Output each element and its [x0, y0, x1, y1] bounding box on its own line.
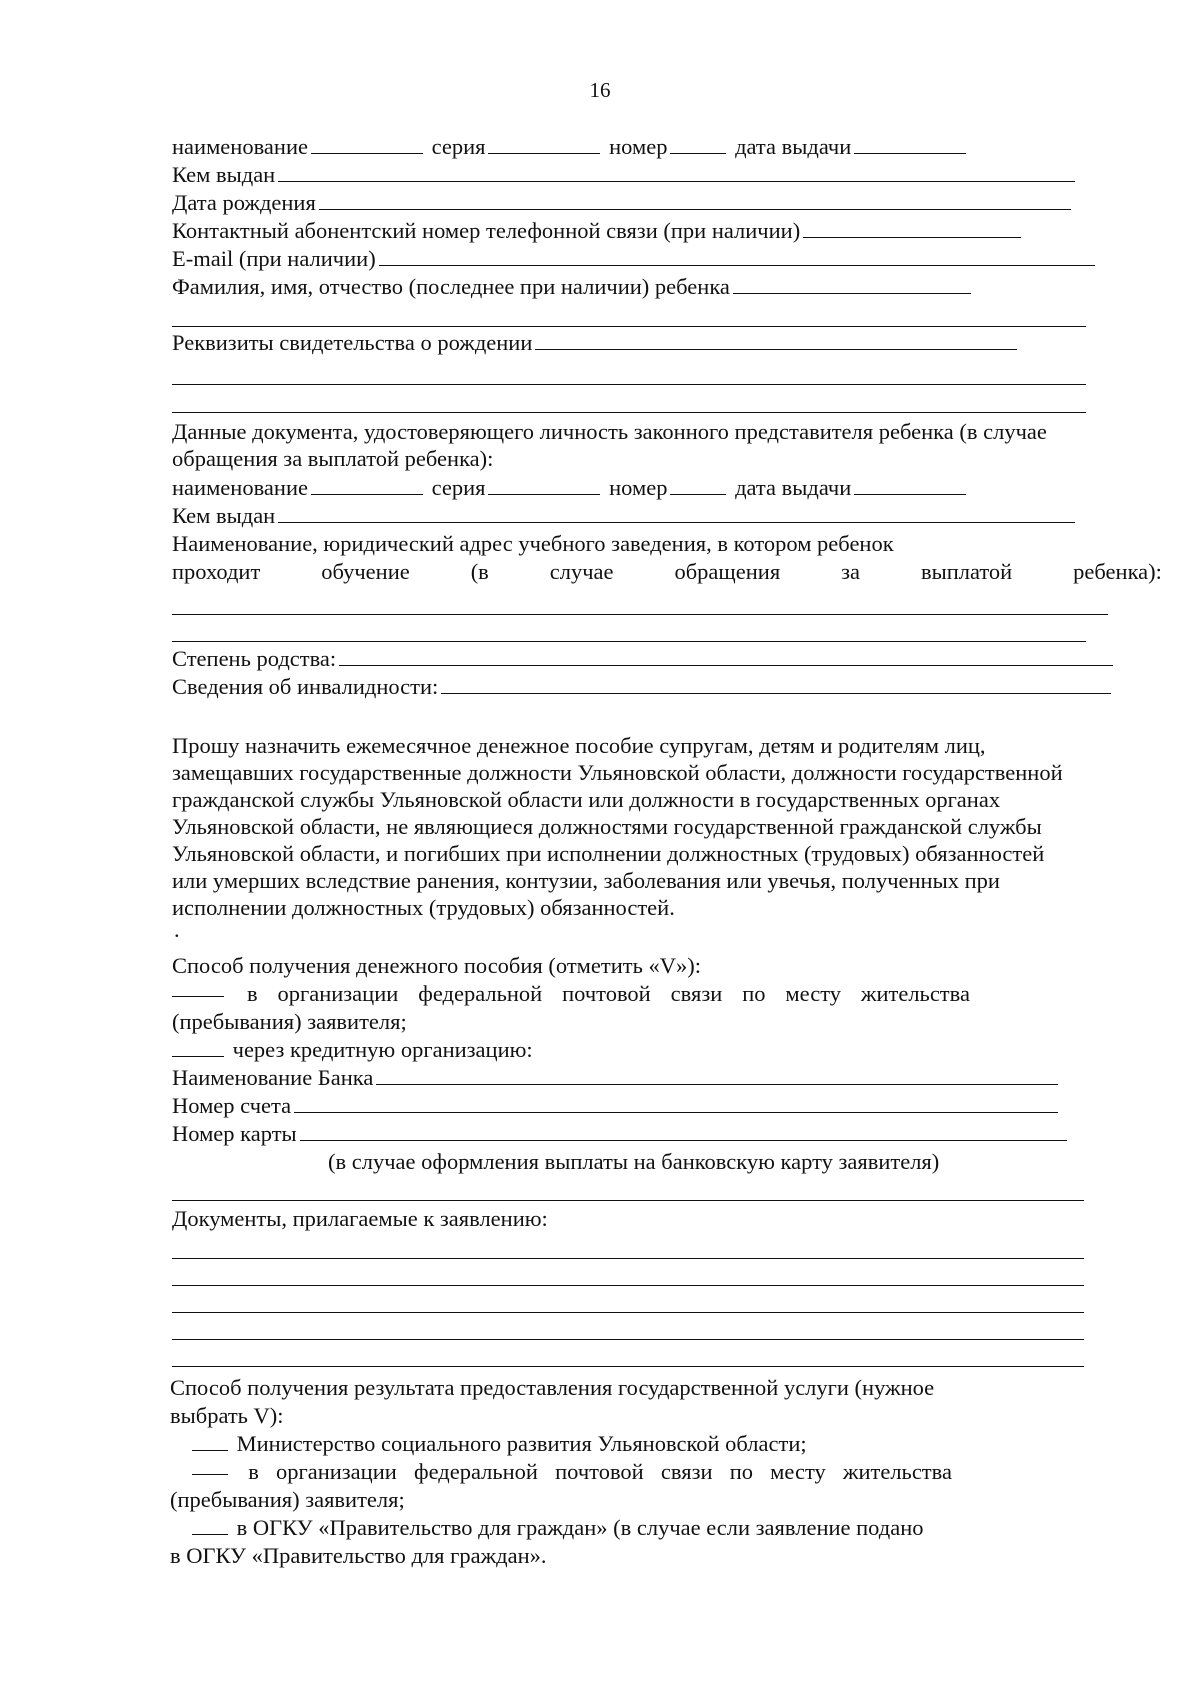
payment-blank-line[interactable]: [172, 1200, 1084, 1201]
request-line: Ульяновской области, не являющиеся должностями государственной гражданской службы: [172, 814, 1042, 839]
payment-option-post-line2: (пребывания) заявителя;: [172, 1009, 407, 1034]
school-line-1: Наименование, юридический адрес учебного заведения, в котором ребенок: [172, 531, 894, 556]
doc-series-blank[interactable]: [488, 137, 600, 154]
doc-number-blank[interactable]: [670, 137, 726, 154]
legal-rep-intro: [172, 418, 1162, 472]
result-option-ministry-checkbox[interactable]: [192, 1434, 228, 1451]
disability-row: [172, 673, 1114, 701]
attachments-heading: Документы, прилагаемые к заявлению:: [172, 1206, 548, 1231]
child-fio-label: Фамилия, имя, отчество (последнее при наличии) ребенка: [172, 274, 730, 299]
result-method-heading-line1: Способ получения результата предоставления государственной услуги (нужное: [170, 1375, 935, 1400]
school-word: (в: [470, 559, 489, 584]
attachments-line-2[interactable]: [172, 1285, 1084, 1286]
school-word: обращения: [674, 559, 781, 584]
result-option-post-word: по: [729, 1459, 753, 1484]
birth-date-blank[interactable]: [319, 193, 1071, 210]
bank-name-blank[interactable]: [376, 1068, 1058, 1085]
phone-label: Контактный абонентский номер телефонной связи (при наличии): [172, 218, 801, 243]
child-fio-blank[interactable]: [733, 277, 971, 294]
legal-doc-series-label: серия: [431, 475, 486, 500]
legal-issued-by-label: Кем выдан: [172, 503, 276, 528]
payment-option-bank-checkbox[interactable]: [172, 1040, 224, 1057]
legal-doc-name-label: наименование: [172, 475, 308, 500]
result-option-post-word: почтовой: [555, 1459, 644, 1484]
school-line-2: [172, 558, 1162, 586]
result-option-ogku-row: [192, 1514, 924, 1542]
school-blank-line-1[interactable]: [172, 614, 1108, 615]
result-option-ogku-label: в ОГКУ «Правительство для граждан» (в случае если заявление подано: [236, 1515, 924, 1540]
doc-issue-date-blank[interactable]: [854, 137, 966, 154]
result-option-post-checkbox[interactable]: [192, 1458, 228, 1475]
payment-option-post-row: [172, 980, 970, 1008]
phone-row: [172, 217, 1024, 245]
legal-doc-issue-date-label: дата выдачи: [735, 475, 852, 500]
doc-name-label: наименование: [172, 134, 308, 159]
payment-option-bank-row: [172, 1036, 533, 1064]
email-label: E-mail (при наличии): [172, 246, 376, 271]
issued-by-label: Кем выдан: [172, 162, 276, 187]
birth-cert-row: [172, 329, 1020, 357]
request-paragraph: [172, 732, 1172, 921]
child-fio-row: [172, 273, 974, 301]
result-option-post-word: жительства: [842, 1459, 952, 1484]
issued-by-blank[interactable]: [278, 165, 1075, 182]
card-number-row: [172, 1120, 1070, 1148]
account-number-row: [172, 1092, 1061, 1120]
email-row: [172, 245, 1098, 273]
result-option-ministry-label: Министерство социального развития Ульяновской области;: [236, 1431, 807, 1456]
phone-blank[interactable]: [803, 221, 1021, 238]
school-word: ребенка):: [1073, 559, 1162, 584]
legal-rep-intro-text1: Данные документа, удостоверяющего личность законного представителя ребенка (в случае: [172, 419, 1047, 444]
relation-blank[interactable]: [339, 649, 1113, 666]
bank-name-row: [172, 1064, 1061, 1092]
payment-option-post-word: почтовой: [562, 981, 651, 1006]
payment-option-post-word: в: [246, 981, 258, 1006]
card-number-blank[interactable]: [300, 1124, 1067, 1141]
birth-date-row: [172, 189, 1074, 217]
birth-cert-label: Реквизиты свидетельства о рождении: [172, 330, 533, 355]
attachments-line-1[interactable]: [172, 1258, 1084, 1259]
doc-series-label: серия: [431, 134, 486, 159]
birth-cert-line-3[interactable]: [172, 412, 1086, 413]
legal-rep-intro-line2: обращения за выплатой ребенка):: [172, 446, 494, 471]
request-line: Прошу назначить ежемесячное денежное пособие супругам, детям и родителям лиц,: [172, 733, 986, 758]
result-option-post-word: организации: [276, 1459, 397, 1484]
legal-doc-number-label: номер: [609, 475, 668, 500]
account-number-label: Номер счета: [172, 1093, 292, 1118]
attachments-line-3[interactable]: [172, 1312, 1084, 1313]
request-line: или умерших вследствие ранения, контузии, заболевания или увечья, полученных при: [172, 868, 1000, 893]
relation-row: [172, 645, 1116, 673]
disability-label: Сведения об инвалидности:: [172, 674, 439, 699]
payment-option-post-word: по: [742, 981, 766, 1006]
request-line: Ульяновской области, и погибших при исполнении должностных (трудовых) обязанностей: [172, 841, 1045, 866]
school-word: за: [841, 559, 860, 584]
legal-doc-name-blank[interactable]: [311, 478, 423, 495]
request-line: исполнении должностных (трудовых) обязанностей.: [172, 895, 675, 920]
school-word: случае: [549, 559, 614, 584]
payment-option-post-word: федеральной: [418, 981, 543, 1006]
result-method-heading-line2: выбрать V):: [170, 1403, 284, 1428]
card-number-note: (в случае оформления выплаты на банковскую карту заявителя): [328, 1149, 940, 1174]
school-blank-line-2[interactable]: [172, 641, 1086, 642]
doc-fields-row: [172, 133, 969, 161]
stray-dot: .: [174, 917, 180, 942]
payment-option-post-word: связи: [670, 981, 723, 1006]
disability-blank[interactable]: [441, 677, 1111, 694]
result-option-ministry-row: [192, 1430, 807, 1458]
bank-name-label: Наименование Банка: [172, 1065, 374, 1090]
result-option-post-word: в: [248, 1459, 259, 1484]
legal-issued-by-row: [172, 502, 1078, 530]
legal-doc-fields-row: [172, 474, 969, 502]
attachments-line-4[interactable]: [172, 1339, 1084, 1340]
doc-name-blank[interactable]: [311, 137, 423, 154]
doc-issue-date-label: дата выдачи: [735, 134, 852, 159]
result-option-post-row: [192, 1458, 952, 1486]
result-option-ogku-line2: в ОГКУ «Правительство для граждан».: [170, 1543, 547, 1568]
account-number-blank[interactable]: [294, 1096, 1058, 1113]
payment-option-post-word: месту: [785, 981, 841, 1006]
legal-issued-by-blank[interactable]: [278, 506, 1075, 523]
legal-doc-number-blank[interactable]: [670, 478, 726, 495]
payment-option-bank-label: через кредитную организацию:: [232, 1037, 533, 1062]
birth-date-label: Дата рождения: [172, 190, 316, 215]
page-number: 16: [589, 78, 611, 102]
school-word: обучение: [321, 559, 410, 584]
card-number-label: Номер карты: [172, 1121, 297, 1146]
legal-doc-series-blank[interactable]: [488, 478, 600, 495]
result-option-post-word: федеральной: [413, 1459, 538, 1484]
legal-rep-intro-line1: [172, 418, 1162, 445]
payment-option-post-word: организации: [277, 981, 399, 1006]
payment-option-post-checkbox[interactable]: [172, 980, 224, 997]
child-fio-continuation-line[interactable]: [172, 326, 1086, 327]
payment-option-post-word: жительства: [860, 981, 970, 1006]
school-word: выплатой: [920, 559, 1013, 584]
legal-doc-issue-date-blank[interactable]: [854, 478, 966, 495]
relation-label: Степень родства:: [172, 646, 337, 671]
result-option-post-word: месту: [770, 1459, 826, 1484]
payment-method-heading: Способ получения денежного пособия (отметить «V»):: [172, 953, 701, 978]
request-line: замещавших государственные должности Ульяновской области, должности государственной: [172, 760, 1063, 785]
school-word: проходит: [172, 559, 261, 584]
result-option-ogku-checkbox[interactable]: [192, 1518, 228, 1535]
issued-by-row: [172, 161, 1078, 189]
birth-cert-line-2[interactable]: [172, 384, 1086, 385]
attachments-line-5[interactable]: [172, 1366, 1084, 1367]
result-option-post-word: связи: [660, 1459, 713, 1484]
doc-number-label: номер: [609, 134, 668, 159]
email-blank[interactable]: [379, 249, 1095, 266]
birth-cert-blank[interactable]: [535, 333, 1017, 350]
request-line: гражданской службы Ульяновской области или должности в государственных органах: [172, 787, 1001, 812]
result-option-post-line2: (пребывания) заявителя;: [170, 1487, 405, 1512]
